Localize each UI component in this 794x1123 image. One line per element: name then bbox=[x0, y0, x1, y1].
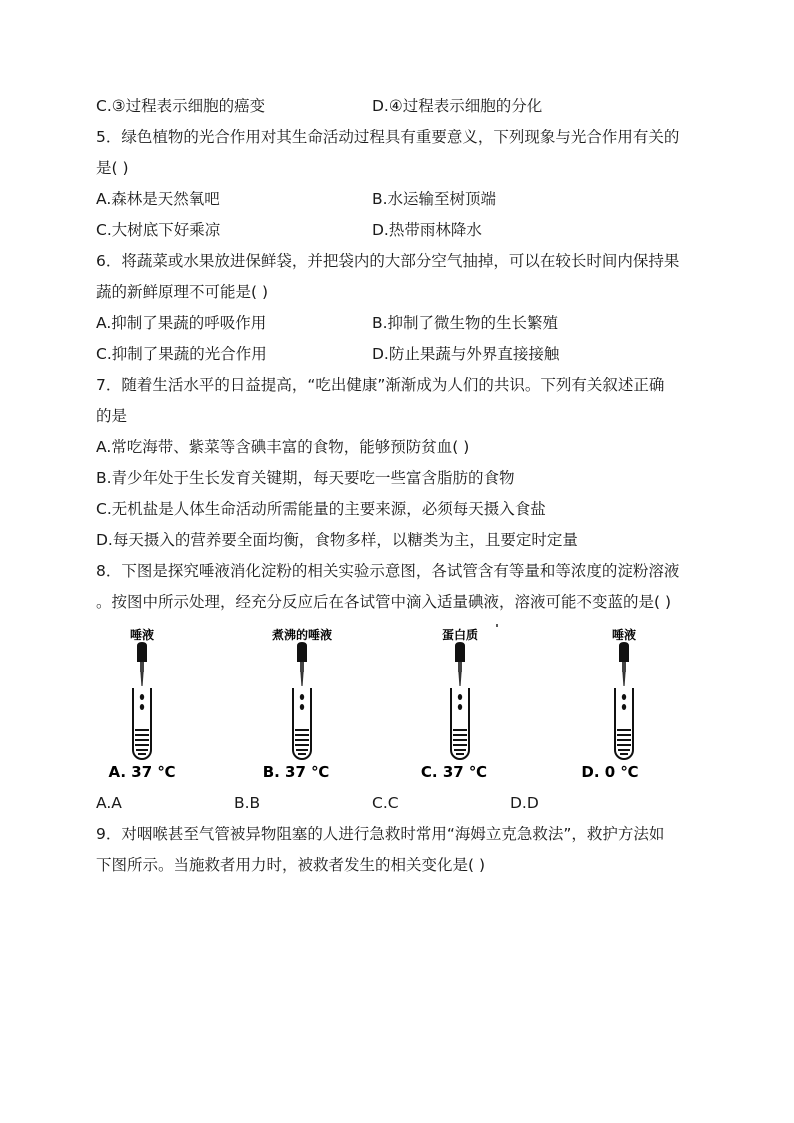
q5-option-a: A.森林是天然氧吧 bbox=[96, 190, 220, 208]
tube-caption-b: B. 37 ℃ bbox=[262, 763, 330, 781]
q6-stem-line2: 蔬的新鲜原理不可能是( ) bbox=[96, 283, 269, 301]
q9-stem-line1: 9．对咽喉甚至气管被异物阻塞的人进行急救时常用“海姆立克急救法”，救护方法如 bbox=[96, 825, 665, 843]
tube-caption-c: C. 37 ℃ bbox=[420, 763, 488, 781]
tube-caption-d: D. 0 ℃ bbox=[581, 763, 639, 781]
q6-option-b: B.抑制了微生物的生长繁殖 bbox=[372, 314, 559, 332]
q8-experiment-figure bbox=[96, 622, 656, 784]
q6-stem-line1: 6．将蔬菜或水果放进保鲜袋，并把袋内的大部分空气抽掉，可以在较长时间内保持果 bbox=[96, 252, 680, 270]
dropper-label-b: 煮沸的唾液 bbox=[271, 628, 333, 642]
dropper-icon bbox=[297, 642, 307, 686]
q8-option-d: D.D bbox=[510, 794, 539, 812]
q4-option-c: C.③过程表示细胞的癌变 bbox=[96, 97, 266, 115]
dropper-label-c: 蛋白质 bbox=[441, 628, 479, 642]
q7-option-b: B.青少年处于生长发育关键期，每天要吃一些富含脂肪的食物 bbox=[96, 469, 515, 487]
q5-stem-line1: 5．绿色植物的光合作用对其生命活动过程具有重要意义，下列现象与光合作用有关的 bbox=[96, 128, 680, 146]
q5-option-b: B.水运输至树顶端 bbox=[372, 190, 497, 208]
q7-option-d: D.每天摄入的营养要全面均衡，食物多样，以糖类为主，且要定时定量 bbox=[96, 531, 578, 549]
q8-stem-line1: 8．下图是探究唾液消化淀粉的相关实验示意图，各试管含有等量和等浓度的淀粉溶液 bbox=[96, 562, 680, 580]
dropper-icon bbox=[619, 642, 629, 686]
q7-option-c: C.无机盐是人体生命活动所需能量的主要来源，必须每天摄入食盐 bbox=[96, 500, 546, 518]
q4-option-d: D.④过程表示细胞的分化 bbox=[372, 97, 543, 115]
q6-option-a: A.抑制了果蔬的呼吸作用 bbox=[96, 314, 267, 332]
q6-option-c: C.抑制了果蔬的光合作用 bbox=[96, 345, 267, 363]
dropper-icon bbox=[137, 642, 147, 686]
q5-stem-line2: 是( ) bbox=[96, 159, 129, 177]
test-tube-icon bbox=[293, 688, 311, 759]
q7-stem-line2: 的是 bbox=[96, 407, 128, 425]
test-tube-c bbox=[421, 627, 487, 781]
test-tube-d bbox=[581, 627, 638, 781]
test-tube-icon bbox=[133, 688, 151, 759]
q8-option-b: B.B bbox=[234, 794, 261, 812]
q8-stem-line2: 。按图中所示处理，经充分反应后在各试管中滴入适量碘液，溶液可能不变蓝的是( ) bbox=[96, 593, 672, 611]
dropper-label-a: 唾液 bbox=[129, 628, 155, 642]
test-tube-b bbox=[263, 627, 332, 781]
test-tube-icon bbox=[451, 688, 469, 759]
q5-option-d: D.热带雨林降水 bbox=[372, 221, 482, 239]
q6-option-d: D.防止果蔬与外界直接接触 bbox=[372, 345, 560, 363]
q7-option-a: A.常吃海带、紫菜等含碘丰富的食物，能够预防贫血( ) bbox=[96, 438, 470, 456]
q7-stem-line1: 7．随着生活水平的日益提高，“吃出健康”渐渐成为人们的共识。下列有关叙述正确 bbox=[96, 376, 665, 394]
test-tube-a bbox=[108, 627, 175, 781]
q8-option-c: C.C bbox=[372, 794, 399, 812]
q5-option-c: C.大树底下好乘凉 bbox=[96, 221, 221, 239]
dropper-icon bbox=[455, 642, 465, 686]
tube-caption-a: A. 37 ℃ bbox=[108, 763, 176, 781]
dropper-label-d: 唾液 bbox=[611, 628, 637, 642]
q8-option-a: A.A bbox=[96, 794, 122, 812]
test-tube-icon bbox=[615, 688, 633, 759]
q9-stem-line2: 下图所示。当施救者用力时，被救者发生的相关变化是( ) bbox=[96, 856, 486, 874]
